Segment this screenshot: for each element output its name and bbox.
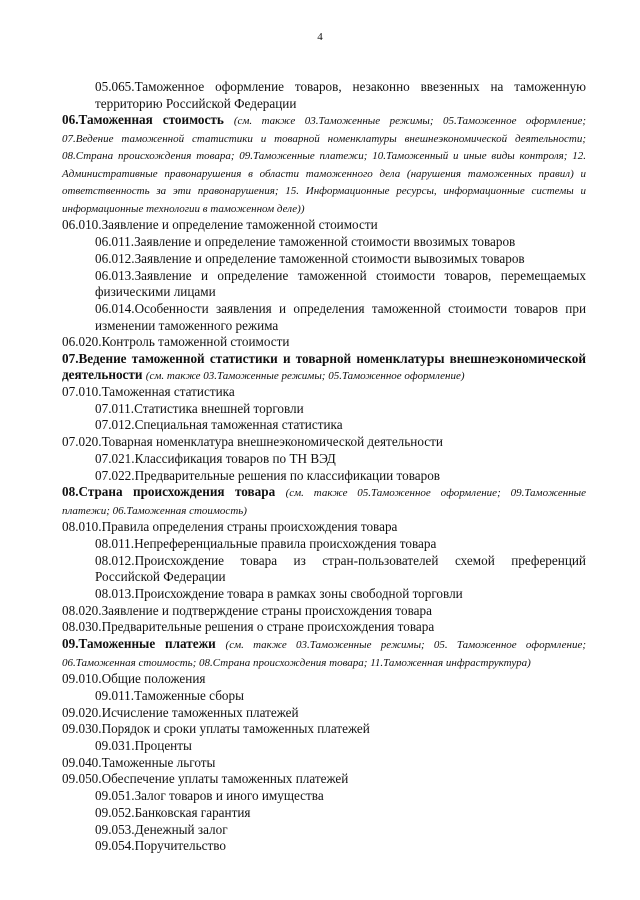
- section-title: 09.Таможенные платежи: [62, 636, 216, 652]
- sub-list-item: 08.011.Непреференциальные правила происхождения товара: [95, 535, 437, 551]
- sub-list-item: 09.054.Поручительство: [95, 838, 226, 854]
- sub-list-item: 07.011.Статистика внешней торговли: [95, 400, 304, 416]
- section-title: 08.Страна происхождения товара: [62, 484, 276, 500]
- page-number: 4: [317, 31, 323, 43]
- section-references: (см. также 03.Таможенные режимы; 05.Таможенное оформление): [145, 369, 465, 382]
- section-references: (см. также 03.Таможенные режимы; 05. Таможенное оформление; 06.Таможенная стоимость; 08.Страна происхождения товара; 11.Таможенная инфраструктура): [62, 639, 586, 669]
- section-heading: [62, 484, 586, 519]
- document-body: [62, 79, 586, 855]
- sub-list-item: 09.011.Таможенные сборы: [95, 687, 244, 703]
- list-item: 09.050.Обеспечение уплаты таможенных платежей: [62, 771, 349, 787]
- sub-list-item: 07.022.Предварительные решения по классификации товаров: [95, 467, 441, 483]
- sub-list-item: 08.013.Происхождение товара в рамках зоны свободной торговли: [95, 586, 463, 602]
- sub-list-item: 09.052.Банковская гарантия: [95, 804, 251, 820]
- sub-list-item: 06.011.Заявление и определение таможенной стоимости ввозимых товаров: [95, 234, 516, 250]
- section-heading: [62, 112, 586, 217]
- sub-list-item: 06.013.Заявление и определение таможенной стоимости товаров, перемещаемых физическими лицами: [95, 267, 586, 300]
- list-item: 06.010.Заявление и определение таможенной стоимости: [62, 217, 378, 233]
- section-references: (см. также 03.Таможенные режимы; 05.Таможенное оформление; 07.Ведение таможенной статистики и товарной номенклатуры внешнеэкономической деятельности; 08.Страна происхождения товара; 09.Таможенные платежи; 10.Таможенный и иные виды контроля; 12. Административные правонарушения в области таможенного дела (нарушения таможенных правил) и ответственность за эти правонарушения; 15. Информационные ресурсы, информационные системы и информационные технологии в таможенном деле)): [62, 115, 586, 215]
- section-title: 06.Таможенная стоимость: [62, 112, 224, 128]
- sub-list-item: 06.012.Заявление и определение таможенной стоимости вывозимых товаров: [95, 250, 525, 266]
- sub-list-item: 05.065.Таможенное оформление товаров, незаконно ввезенных на таможенную территорию Российской Федерации: [95, 79, 586, 111]
- sub-list-item: 09.031.Проценты: [95, 737, 192, 753]
- sub-list-item: 09.051.Залог товаров и иного имущества: [95, 788, 324, 804]
- section-heading: [62, 636, 586, 671]
- list-item: 09.040.Таможенные льготы: [62, 754, 216, 770]
- section-references: (см. также 05.Таможенное оформление; 09.Таможенные платежи; 06.Таможенная стоимость): [62, 487, 587, 517]
- list-item: 08.030.Предварительные решения о стране происхождения товара: [62, 619, 435, 635]
- sub-list-item: 06.014.Особенности заявления и определения таможенной стоимости товаров при изменении таможенного режима: [95, 300, 586, 333]
- sub-list-item: 09.053.Денежный залог: [95, 821, 228, 837]
- list-item: 07.020.Товарная номенклатура внешнеэкономической деятельности: [62, 434, 443, 450]
- section-title: 07.Ведение таможенной статистики и товарной номенклатуры внешнеэкономической деятельности: [62, 351, 586, 382]
- list-item: 07.010.Таможенная статистика: [62, 384, 235, 400]
- list-item: 09.010.Общие положения: [62, 671, 206, 687]
- list-item: 06.020.Контроль таможенной стоимости: [62, 334, 290, 350]
- sub-list-item: 08.012.Происхождение товара из стран-пользователей схемой преференций Российской Федерации: [95, 552, 586, 585]
- section-heading: [62, 351, 586, 384]
- list-item: 08.010.Правила определения страны происхождения товара: [62, 519, 398, 535]
- sub-list-item: 07.012.Специальная таможенная статистика: [95, 417, 343, 433]
- list-item: 08.020.Заявление и подтверждение страны происхождения товара: [62, 602, 432, 618]
- list-item: 09.030.Порядок и сроки уплаты таможенных платежей: [62, 721, 370, 737]
- sub-list-item: 07.021.Классификация товаров по ТН ВЭД: [95, 450, 336, 466]
- list-item: 09.020.Исчисление таможенных платежей: [62, 704, 299, 720]
